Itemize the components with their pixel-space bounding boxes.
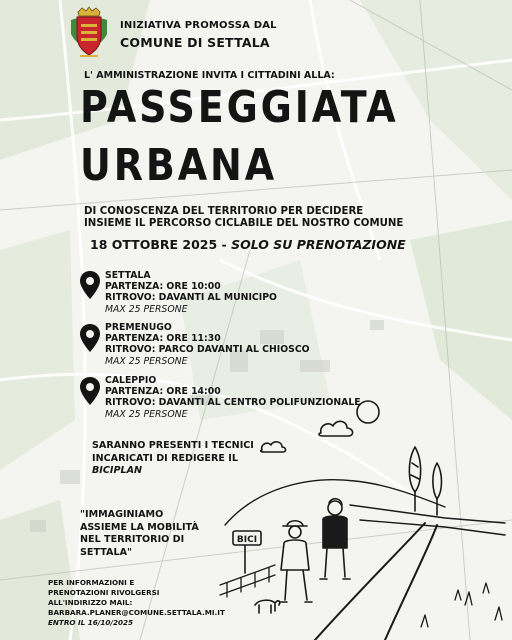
stop-name: SETTALA [105,270,151,281]
tree-icon [409,447,420,511]
stop-meeting: RITROVO: PARCO DAVANTI AL CHIOSCO [105,344,310,356]
contact-email[interactable]: BARBARA.PLANER@COMUNE.SETTALA.MI.IT [48,608,225,617]
subtitle [84,206,484,230]
contact-info [48,578,225,628]
event-date-line [90,237,406,252]
event-date: 18 OTTOBRE 2025 [90,237,218,252]
stop-name: CALEPPIO [105,375,157,386]
sign-label: BICI [236,535,258,545]
stop-max: MAX 25 PERSONE [105,355,188,367]
technicians-biciplan: BICIPLAN [92,465,143,476]
map-pin-icon [79,376,101,406]
stop-max: MAX 25 PERSONE [105,303,188,315]
subtitle-line-1: DI CONOSCENZA DEL TERRITORIO PER DECIDERE [84,206,364,217]
date-separator: - [217,237,232,252]
dog-icon [255,600,280,613]
technicians-line-2: INCARICATI DI REDIGERE IL [92,452,238,464]
person-icon [320,499,350,579]
technicians-line-1: SARANNO PRESENTI I TECNICI [92,440,254,451]
stop-settala [105,270,277,315]
subtitle-line-2: INSIEME IL PERCORSO CICLABILE DEL NOSTRO COMUNE [84,218,404,229]
map-pin-icon [79,270,101,300]
quote-line-2: ASSIEME LA MOBILITÀ [80,521,199,533]
person-icon [280,521,312,602]
stop-premenugo [105,322,310,367]
stop-max: MAX 25 PERSONE [105,408,188,420]
quote-line-1: "IMMAGINIAMO [80,509,164,520]
sun-icon [357,401,379,423]
quote-line-3: NEL TERRITORIO DI [80,534,185,545]
invite-line: L' AMMINISTRAZIONE INVITA I CITTADINI ALLA: [84,70,335,81]
contact-line-3: ALL'INDIRIZZO MAIL: [48,598,133,607]
title-line-1: PASSEGGIATA [80,82,399,133]
municipality-name: COMUNE DI SETTALA [120,35,270,50]
contact-deadline: ENTRO IL 16/10/2025 [48,618,133,627]
stop-departure: PARTENZA: ORE 10:00 [105,281,221,293]
initiative-label: INIZIATIVA PROMOSSA DAL [120,20,277,31]
stop-meeting: RITROVO: DAVANTI AL MUNICIPO [105,292,277,304]
stop-departure: PARTENZA: ORE 11:30 [105,333,221,345]
cloud-icon [261,442,286,452]
walking-people-illustration [215,395,512,640]
stop-meeting: RITROVO: DAVANTI AL CENTRO POLIFUNZIONALE [105,397,361,409]
title-line-2: URBANA [80,140,277,191]
contact-line-1: PER INFORMAZIONI E [48,578,135,587]
tree-icon [433,463,442,515]
cloud-icon [319,421,353,436]
municipal-coat-of-arms-icon [66,6,112,60]
bike-sign-icon [233,531,261,573]
quote-line-4: SETTALA" [80,546,132,558]
stop-departure: PARTENZA: ORE 14:00 [105,386,221,398]
contact-line-2: PRENOTAZIONI RIVOLGERSI [48,588,160,597]
booking-note: SOLO SU PRENOTAZIONE [231,237,406,252]
map-pin-icon [79,323,101,353]
stop-name: PREMENUGO [105,322,172,333]
